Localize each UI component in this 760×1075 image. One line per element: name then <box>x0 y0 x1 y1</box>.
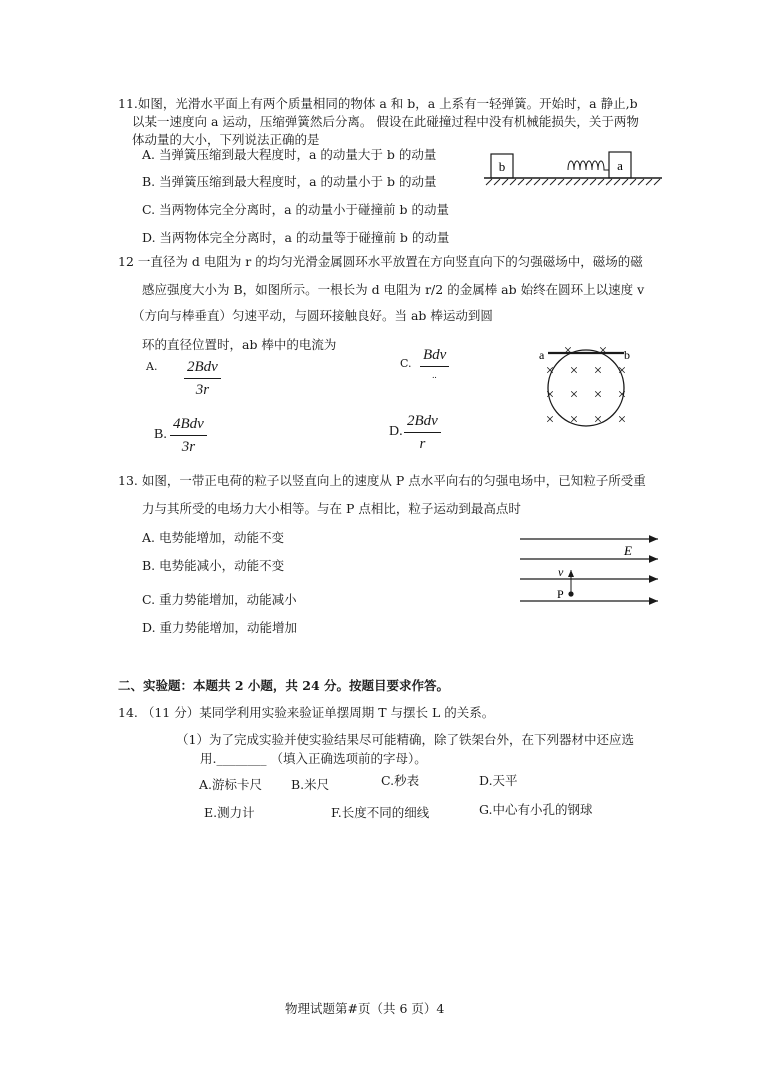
q14-choice-g: G.中心有小孔的钢球 <box>479 802 593 817</box>
field-cross: × <box>617 387 627 403</box>
field-cross: × <box>569 363 579 379</box>
q11-spring-figure <box>484 148 664 190</box>
field-cross: × <box>593 387 603 403</box>
q11-option-b: B. 当弹簧压缩到最大程度时，a 的动量小于 b 的动量 <box>142 174 437 189</box>
field-cross: × <box>545 387 555 403</box>
point-P <box>568 591 573 596</box>
velocity-label-v: v <box>558 565 564 579</box>
q11-line2: 以某一速度向 a 运动，压缩弹簧然后分离。 假设在此碰撞过程中没有机械能损失，关于两物 <box>132 114 639 129</box>
metal-ring <box>545 350 627 428</box>
field-cross: × <box>593 363 603 379</box>
q12-option-d-label: D. <box>389 424 403 439</box>
field-lines <box>520 539 658 601</box>
q14-choice-f: F.长度不同的细线 <box>331 805 430 820</box>
q12-option-b-numerator: 4Bdv <box>170 416 207 436</box>
block-b-label: b <box>498 159 506 174</box>
field-cross: × <box>617 412 627 428</box>
q12-option-b-fraction <box>170 416 207 456</box>
field-label-E: E <box>624 543 632 558</box>
q13-option-b: B. 电势能减小，动能不变 <box>142 558 285 573</box>
q11-option-a: A. 当弹簧压缩到最大程度时，a 的动量大于 b 的动量 <box>142 147 437 162</box>
q13-option-c: C. 重力势能增加，动能减小 <box>142 592 297 607</box>
q13-option-a: A. 电势能增加，动能不变 <box>142 530 284 545</box>
field-cross: × <box>569 387 579 403</box>
q12-line4: 环的直径位置时，ab 棒中的电流为 <box>142 337 337 352</box>
ground-hatch <box>486 179 660 185</box>
q14-choice-e: E.测力计 <box>204 805 255 820</box>
point-P-label: P <box>557 587 564 601</box>
q11-option-c: C. 当两物体完全分离时，a 的动量小于碰撞前 b 的动量 <box>142 202 449 217</box>
q12-option-b-label: B. <box>154 427 167 442</box>
field-cross: × <box>617 363 627 379</box>
q11-line1: 11.如图，光滑水平面上有两个质量相同的物体 a 和 b，a 上系有一轻弹簧。开始时，a 静止,b <box>118 96 638 111</box>
q14-sub1-line2: 用.________ （填入正确选项前的字母）。 <box>200 751 427 766</box>
q12-option-a-label: A. <box>146 360 158 373</box>
q13-electric-field-figure <box>518 528 664 610</box>
field-cross: × <box>598 343 608 359</box>
q12-line3: （方向与棒垂直）匀速平动，与圆环接触良好。当 ab 棒运动到圆 <box>132 308 493 323</box>
page-footer: 物理试题第#页（共 6 页）4 <box>285 1001 445 1016</box>
q12-option-a-fraction <box>184 359 221 399</box>
block-a-label: a <box>617 158 623 173</box>
q11-line3: 体动量的大小，下列说法正确的是 <box>132 132 320 147</box>
q14-choice-c: C.秒表 <box>381 773 420 788</box>
q12-magnetic-field-figure <box>536 336 636 436</box>
q12-option-a-denominator: 3r <box>195 382 210 398</box>
section-2-heading: 二、实验题：本题共 2 小题，共 24 分。按题目要求作答。 <box>118 678 450 693</box>
q12-option-c-fraction <box>420 347 449 380</box>
spring <box>568 161 609 170</box>
field-cross: × <box>569 412 579 428</box>
field-cross: × <box>545 412 555 428</box>
q12-line1: 12 一直径为 d 电阻为 r 的均匀光滑金属圆环水平放置在方向竖直向下的匀强磁场中，磁场的磁 <box>118 254 643 269</box>
q12-option-d-fraction <box>404 413 441 453</box>
q14-sub1-line1: （1）为了完成实验并使实验结果尽可能精确，除了铁架台外，在下列器材中还应选 <box>176 732 634 747</box>
q12-line2: 感应强度大小为 B，如图所示。一根长为 d 电阻为 r/2 的金属棒 ab 始终在圆环上以速度 v <box>142 282 645 297</box>
q12-option-b-denominator: 3r <box>181 439 196 455</box>
field-cross: × <box>545 363 555 379</box>
q14-choice-d: D.天平 <box>479 773 518 788</box>
q12-option-c-denominator: .. <box>432 370 437 380</box>
q13-line2: 力与其所受的电场力大小相等。与在 P 点相比，粒子运动到最高点时 <box>142 501 521 516</box>
field-cross: × <box>593 412 603 428</box>
q12-option-c-label: C. <box>400 357 412 370</box>
q12-option-c-numerator: Bdv <box>420 347 449 367</box>
q14-line1: 14. （11 分）某同学利用实验来验证单摆周期 T 与摆长 L 的关系。 <box>118 705 495 720</box>
field-cross: × <box>563 343 573 359</box>
rod-end-a-label: a <box>539 348 545 362</box>
q12-option-d-denominator: r <box>419 436 426 452</box>
rod-end-b-label: b <box>624 348 630 362</box>
q12-option-d-numerator: 2Bdv <box>404 413 441 433</box>
q11-option-d: D. 当两物体完全分离时，a 的动量等于碰撞前 b 的动量 <box>142 230 450 245</box>
q13-line1: 13. 如图，一带正电荷的粒子以竖直向上的速度从 P 点水平向右的匀强电场中，已知粒子所受重 <box>118 473 646 488</box>
field-crosses <box>546 343 626 428</box>
q14-choice-a: A.游标卡尺 <box>199 777 263 792</box>
q14-choice-b: B.米尺 <box>291 777 330 792</box>
q13-option-d: D. 重力势能增加，动能增加 <box>142 620 298 635</box>
q12-option-a-numerator: 2Bdv <box>184 359 221 379</box>
